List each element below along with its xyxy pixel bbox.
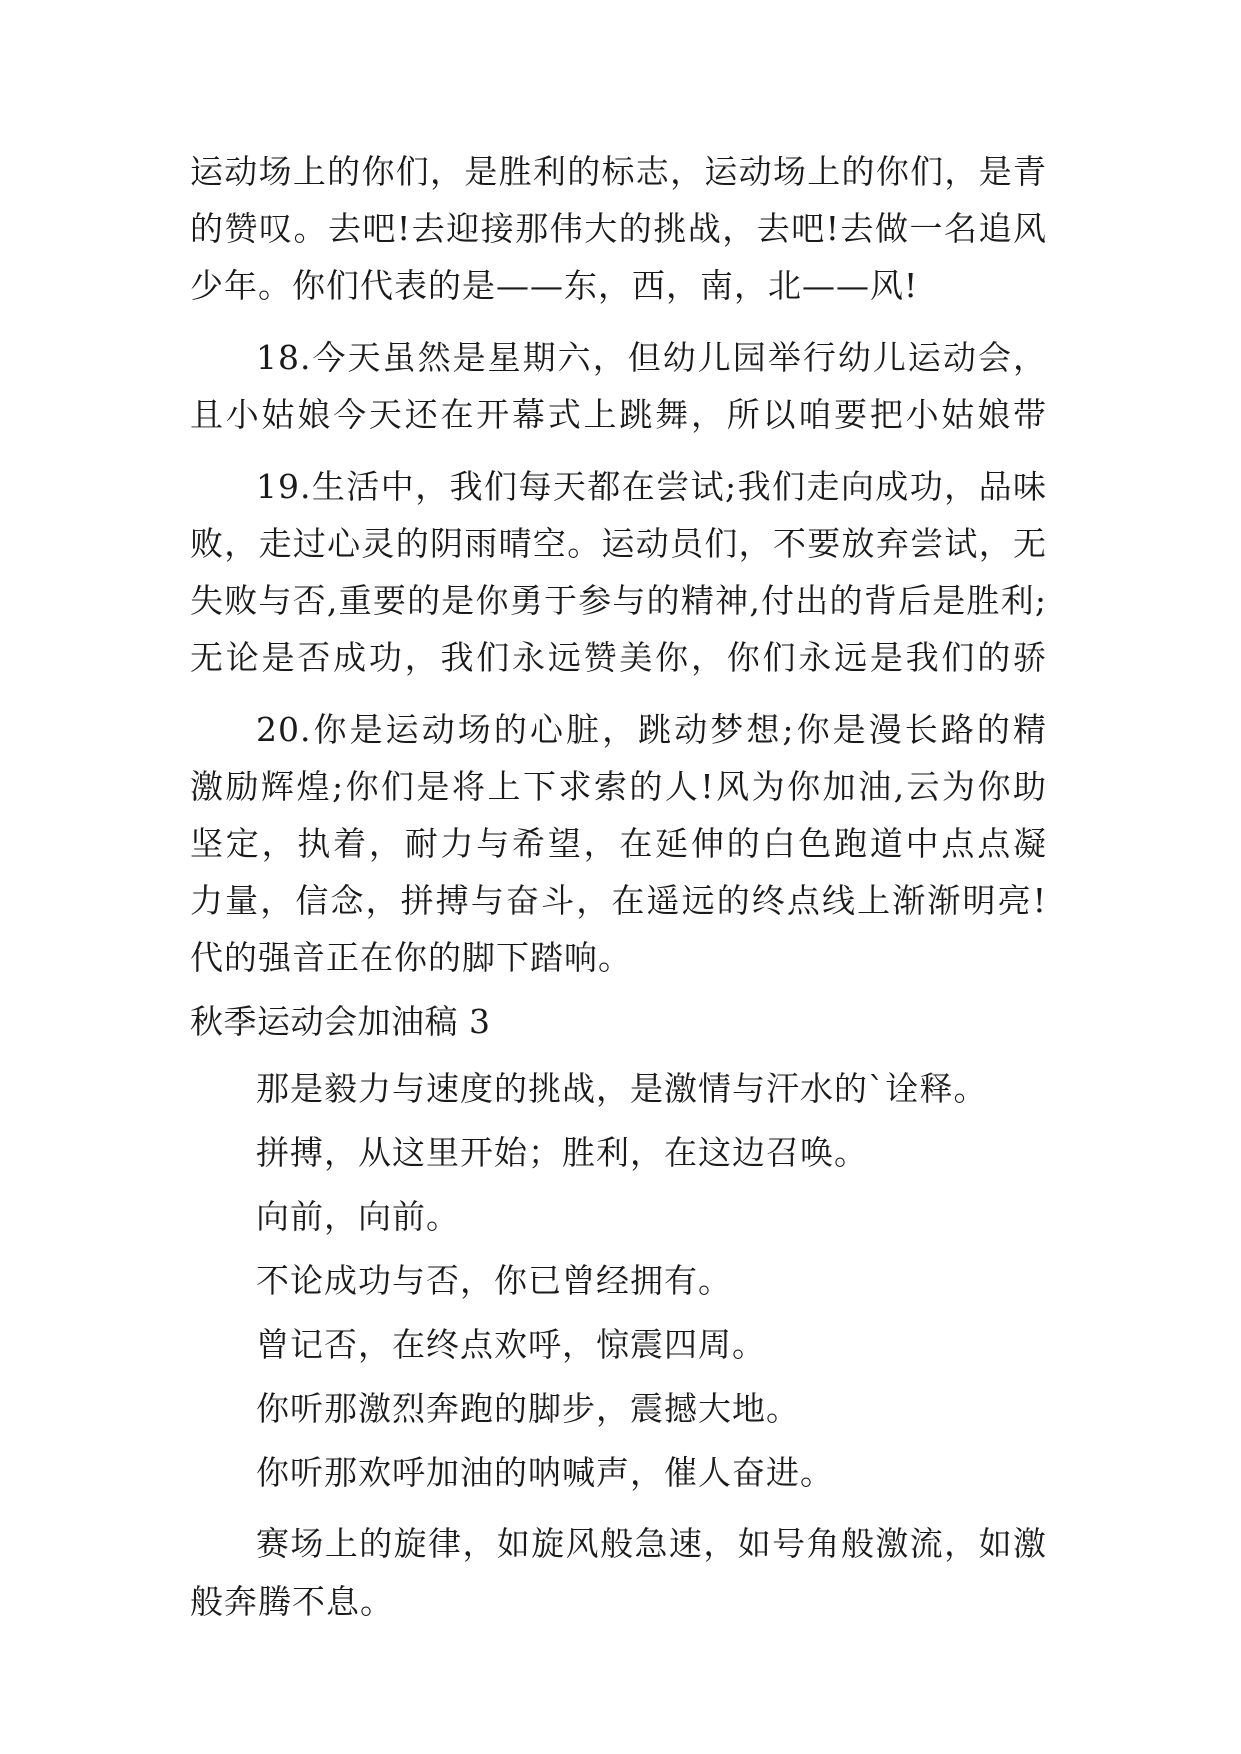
paragraph-line: 你听那激烈奔跑的脚步，震撼大地。 — [256, 1389, 800, 1428]
paragraph-line: 无论是否成功，我们永远赞美你，你们永远是我们的骄 — [190, 638, 1047, 677]
paragraph-line: 激励辉煌;你们是将上下求索的人!风为你加油,云为你助 — [190, 767, 1047, 806]
paragraph-line: 运动场上的你们，是胜利的标志，运动场上的你们，是青 — [190, 152, 1047, 191]
paragraph-line: 代的强音正在你的脚下踏响。 — [190, 938, 632, 977]
paragraph-line: 那是毅力与速度的挑战，是激情与汗水的`诠释。 — [256, 1069, 988, 1108]
paragraph-line: 失败与否,重要的是你勇于参与的精神,付出的背后是胜利; — [190, 581, 1047, 620]
paragraph-line: 你听那欢呼加油的呐喊声，催人奋进。 — [256, 1453, 834, 1492]
paragraph-line: 般奔腾不息。 — [190, 1582, 394, 1621]
paragraph-line: 向前，向前。 — [256, 1197, 460, 1236]
paragraph-line: 19.生活中，我们每天都在尝试;我们走向成功，品味 — [256, 467, 1047, 506]
paragraph-line: 的赞叹。去吧!去迎接那伟大的挑战，去吧!去做一名追风 — [190, 209, 1047, 248]
paragraph-line: 不论成功与否，你已曾经拥有。 — [256, 1261, 732, 1300]
paragraph-line: 败，走过心灵的阴雨晴空。运动员们，不要放弃尝试，无 — [190, 524, 1047, 563]
paragraph-line: 赛场上的旋律，如旋风般急速，如号角般激流，如激 — [256, 1524, 1047, 1563]
section-heading: 秋季运动会加油稿 3 — [190, 1002, 491, 1041]
paragraph-line: 且小姑娘今天还在开幕式上跳舞，所以咱要把小姑娘带 — [190, 395, 1047, 434]
paragraph-line: 少年。你们代表的是——东，西，南，北——风! — [190, 266, 919, 305]
paragraph-line: 坚定，执着，耐力与希望，在延伸的白色跑道中点点凝 — [190, 824, 1047, 863]
paragraph-line: 拼搏，从这里开始；胜利，在这边召唤。 — [256, 1133, 868, 1172]
paragraph-line: 力量，信念，拼搏与奋斗，在遥远的终点线上渐渐明亮! — [190, 881, 1047, 920]
paragraph-line: 20.你是运动场的心脏，跳动梦想;你是漫长路的精 — [256, 710, 1047, 749]
paragraph-line: 曾记否，在终点欢呼，惊震四周。 — [256, 1325, 766, 1364]
paragraph-line: 18.今天虽然是星期六，但幼儿园举行幼儿运动会， — [256, 338, 1047, 377]
